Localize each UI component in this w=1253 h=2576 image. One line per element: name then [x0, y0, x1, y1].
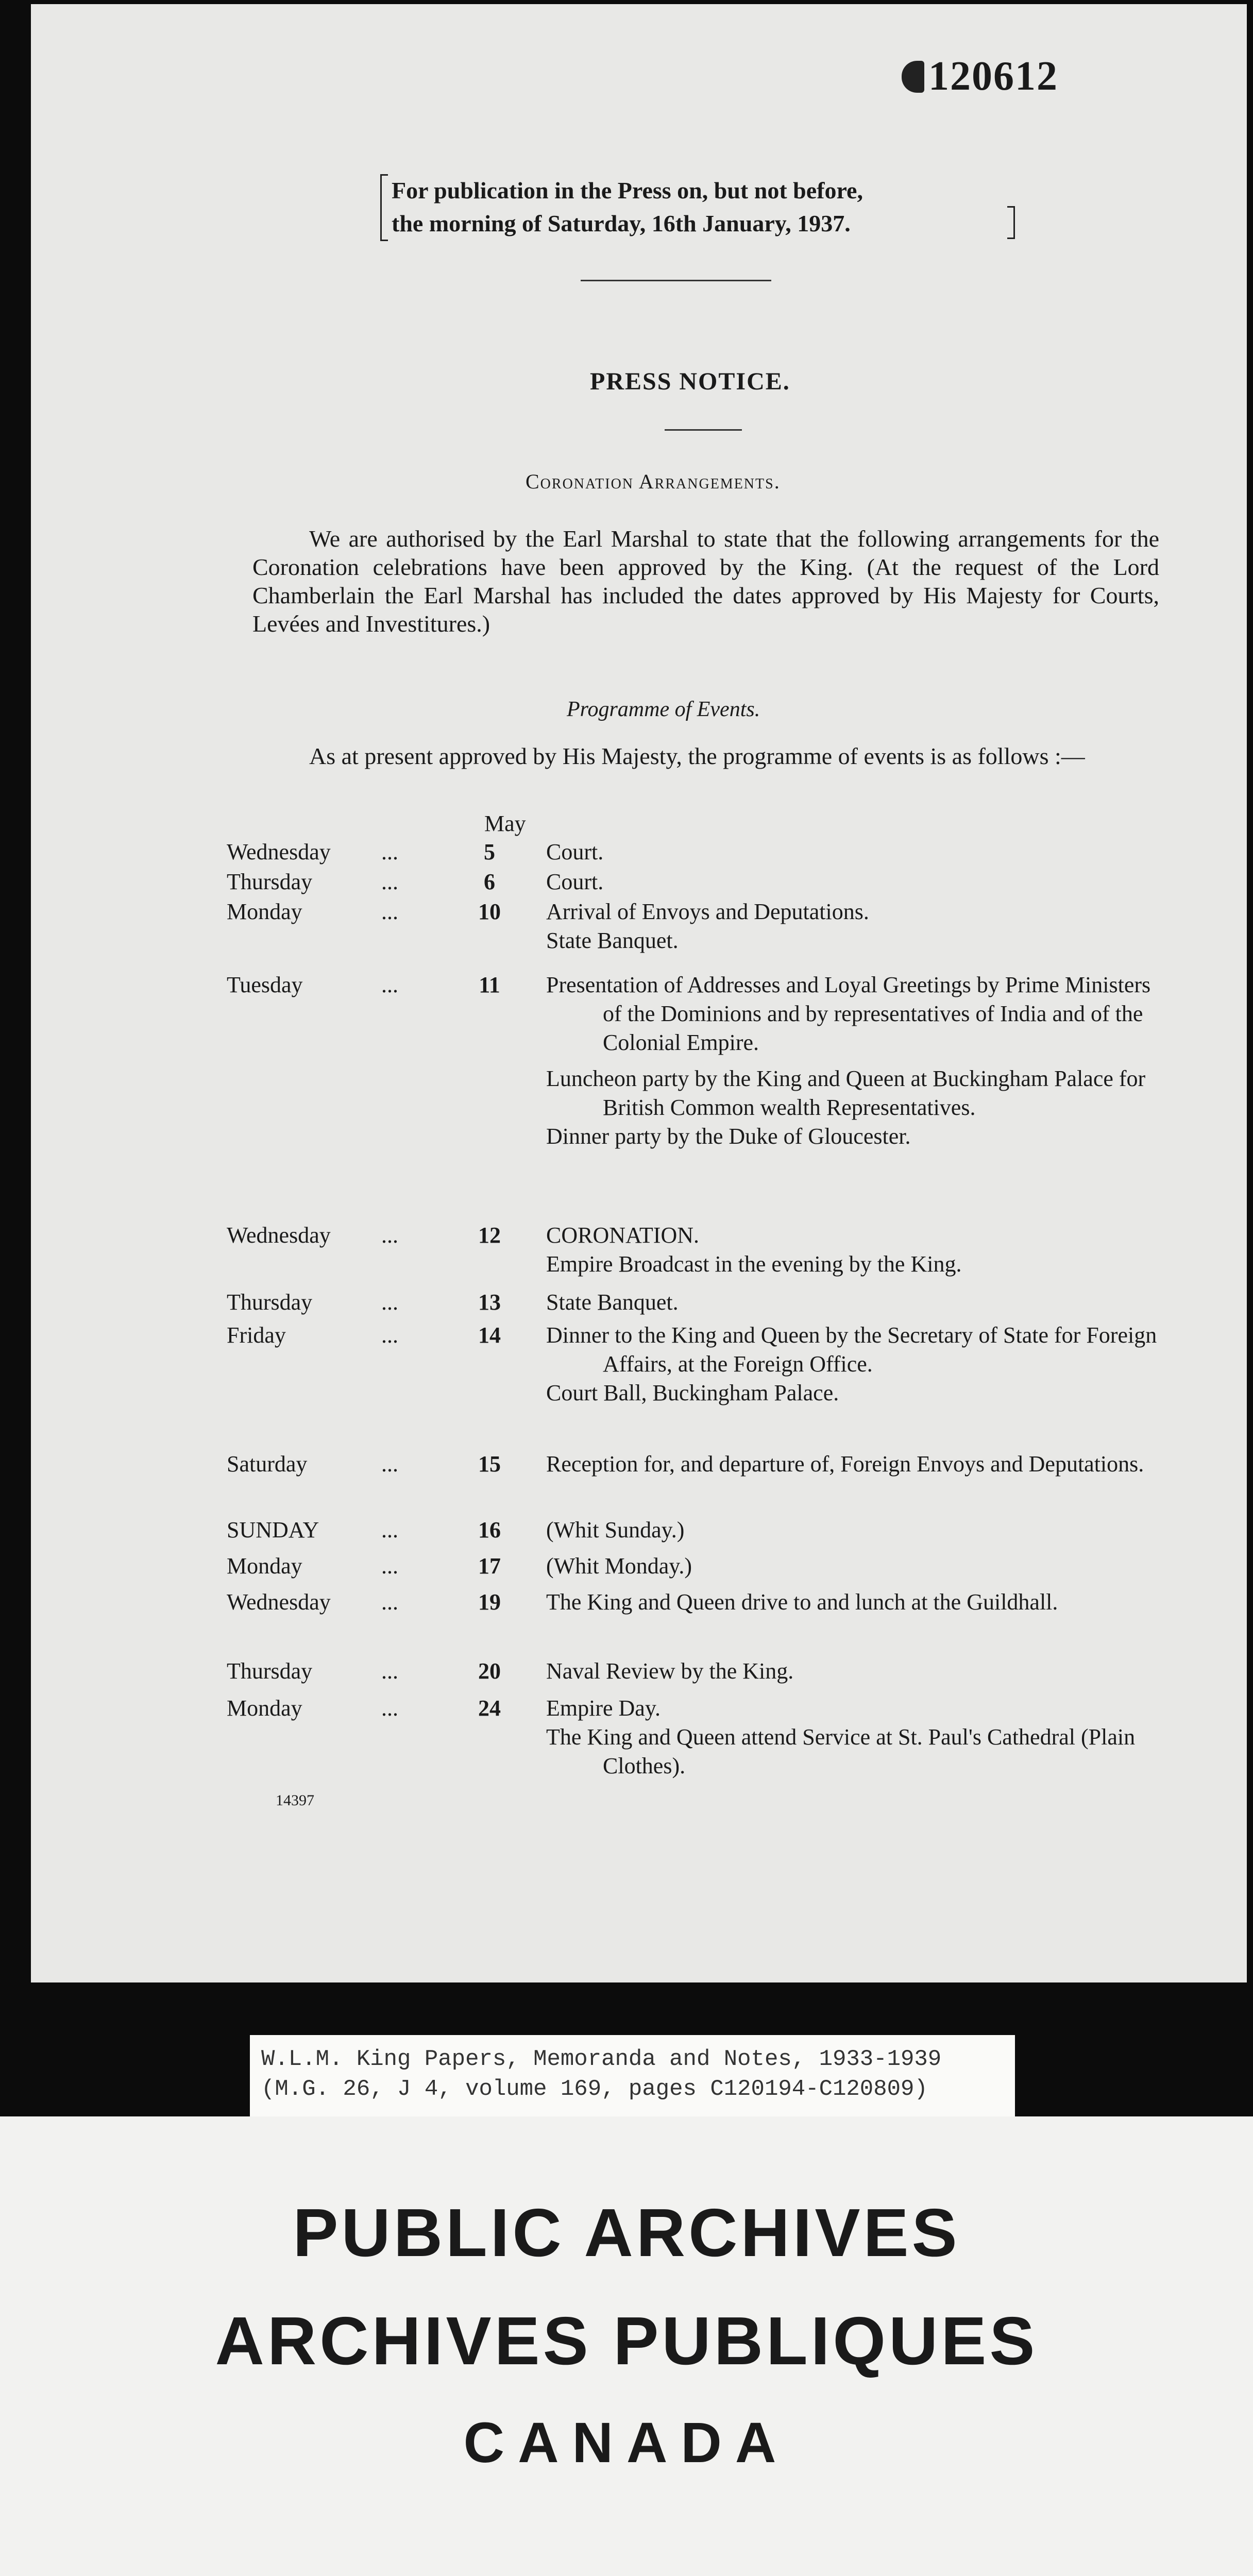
archives-country: CANADA — [463, 2411, 790, 2475]
event-item: Arrival of Envoys and Deputations. — [546, 899, 869, 924]
event-day: Tuesday — [227, 972, 303, 997]
citation-line-2: (M.G. 26, J 4, volume 169, pages C120194-C120809) — [261, 2076, 928, 2102]
event-item: Reception for, and departure of, Foreign Envoys and Deputations. — [546, 1451, 1144, 1477]
leader-dots: ... — [381, 1589, 398, 1615]
leader-dots: ... — [381, 972, 398, 997]
event-item: State Banquet. — [546, 928, 679, 953]
event-day: Thursday — [227, 1290, 313, 1315]
leader-dots: ... — [381, 1323, 398, 1348]
folio-stamp — [902, 53, 1058, 100]
event-day: Wednesday — [227, 839, 331, 865]
event-date: 24 — [478, 1696, 501, 1721]
event-items — [546, 1221, 1175, 1279]
event-items — [546, 1516, 1175, 1545]
event-item: The King and Queen attend Service at St. Paul's Cathedral (Plain Clothes). — [546, 1724, 1136, 1778]
event-items — [546, 897, 1175, 955]
event-date: 13 — [478, 1290, 501, 1315]
event-items — [546, 1552, 1175, 1581]
programme-intro: As at present approved by His Majesty, the programme of events is as follows :— — [309, 743, 1085, 769]
event-day: Monday — [227, 899, 302, 924]
event-date: 19 — [478, 1589, 501, 1615]
leader-dots: ... — [381, 839, 398, 865]
citation-line-1: W.L.M. King Papers, Memoranda and Notes, 1933-1939 — [261, 2046, 942, 2072]
event-item: Luncheon party by the King and Queen at Buckingham Palace for British Common wealth Representatives. — [546, 1066, 1146, 1120]
leader-dots: ... — [381, 1290, 398, 1315]
event-items — [546, 1694, 1175, 1781]
event-items — [546, 1450, 1175, 1479]
event-items — [546, 838, 1175, 867]
event-items — [546, 1288, 1175, 1317]
event-items — [546, 1321, 1175, 1408]
event-day: Wednesday — [227, 1223, 331, 1248]
event-item: CORONATION. — [546, 1223, 699, 1248]
event-day: SUNDAY — [227, 1517, 319, 1543]
embargo-notice — [392, 174, 1010, 240]
event-items — [546, 868, 1175, 896]
leader-dots: ... — [381, 869, 398, 894]
event-day: Monday — [227, 1553, 302, 1579]
archives-banner — [0, 2116, 1253, 2576]
event-day: Saturday — [227, 1451, 308, 1477]
event-item: Dinner to the King and Queen by the Secretary of State for Foreign Affairs, at the Foreign Office. — [546, 1323, 1157, 1377]
event-date: 15 — [478, 1451, 501, 1477]
event-day: Thursday — [227, 1658, 313, 1684]
event-item: Court. — [546, 869, 604, 894]
leader-dots: ... — [381, 1658, 398, 1684]
event-item: Empire Broadcast in the evening by the King. — [546, 1251, 962, 1277]
event-day: Friday — [227, 1323, 286, 1348]
left-bracket — [380, 174, 388, 241]
archives-english: PUBLIC ARCHIVES — [293, 2195, 960, 2270]
embargo-line-2: the morning of Saturday, 16th January, 1937. — [392, 210, 851, 236]
event-item: (Whit Monday.) — [546, 1553, 692, 1579]
event-items — [546, 1588, 1175, 1617]
archives-french: ARCHIVES PUBLIQUES — [215, 2303, 1038, 2379]
event-day: Wednesday — [227, 1589, 331, 1615]
event-item: State Banquet. — [546, 1290, 679, 1315]
stamp-mark-icon — [902, 61, 924, 93]
event-date: 6 — [484, 869, 495, 894]
event-date: 20 — [478, 1658, 501, 1684]
event-item: Presentation of Addresses and Loyal Greetings by Prime Ministers of the Dominions and by representatives of India and of the Colonial Empire. — [546, 972, 1151, 1055]
event-item: (Whit Sunday.) — [546, 1517, 685, 1543]
event-item: The King and Queen drive to and lunch at the Guildhall. — [546, 1589, 1058, 1615]
event-item: Court Ball, Buckingham Palace. — [546, 1380, 839, 1405]
press-notice-page — [31, 4, 1247, 1982]
leader-dots: ... — [381, 1451, 398, 1477]
leader-dots: ... — [381, 899, 398, 924]
divider-title — [665, 429, 742, 431]
subtitle: Coronation Arrangements. — [526, 470, 781, 493]
event-date: 11 — [479, 972, 500, 997]
leader-dots: ... — [381, 1223, 398, 1248]
event-item: Dinner party by the Duke of Gloucester. — [546, 1124, 911, 1149]
event-day: Monday — [227, 1696, 302, 1721]
month-heading: May — [484, 811, 526, 836]
reference-number: 14397 — [276, 1792, 314, 1809]
programme-heading: Programme of Events. — [567, 698, 760, 721]
event-item: Empire Day. — [546, 1696, 661, 1721]
event-item: Naval Review by the King. — [546, 1658, 794, 1684]
page-title: PRESS NOTICE. — [590, 368, 790, 395]
folio-number: 120612 — [928, 54, 1058, 99]
event-item: Court. — [546, 839, 604, 865]
archive-citation-label — [250, 2035, 1015, 2116]
embargo-line-1: For publication in the Press on, but not before, — [392, 177, 863, 204]
event-date: 17 — [478, 1553, 501, 1579]
leader-dots: ... — [381, 1517, 398, 1543]
event-date: 16 — [478, 1517, 501, 1543]
intro-paragraph: We are authorised by the Earl Marshal to state that the following arrangements for the Coronation celebrations have been approved by the King. (At the request of the Lord Chamberlain the Earl Marshal has included the dates approved by His Majesty for Courts, Levées and Investitures.) — [252, 526, 1159, 637]
right-bracket — [1007, 206, 1015, 239]
leader-dots: ... — [381, 1696, 398, 1721]
event-items — [546, 971, 1175, 1151]
event-items — [546, 1657, 1175, 1686]
leader-dots: ... — [381, 1553, 398, 1579]
event-date: 5 — [484, 839, 495, 865]
event-date: 12 — [478, 1223, 501, 1248]
divider-top — [581, 280, 771, 281]
event-day: Thursday — [227, 869, 313, 894]
event-date: 14 — [478, 1323, 501, 1348]
event-date: 10 — [478, 899, 501, 924]
